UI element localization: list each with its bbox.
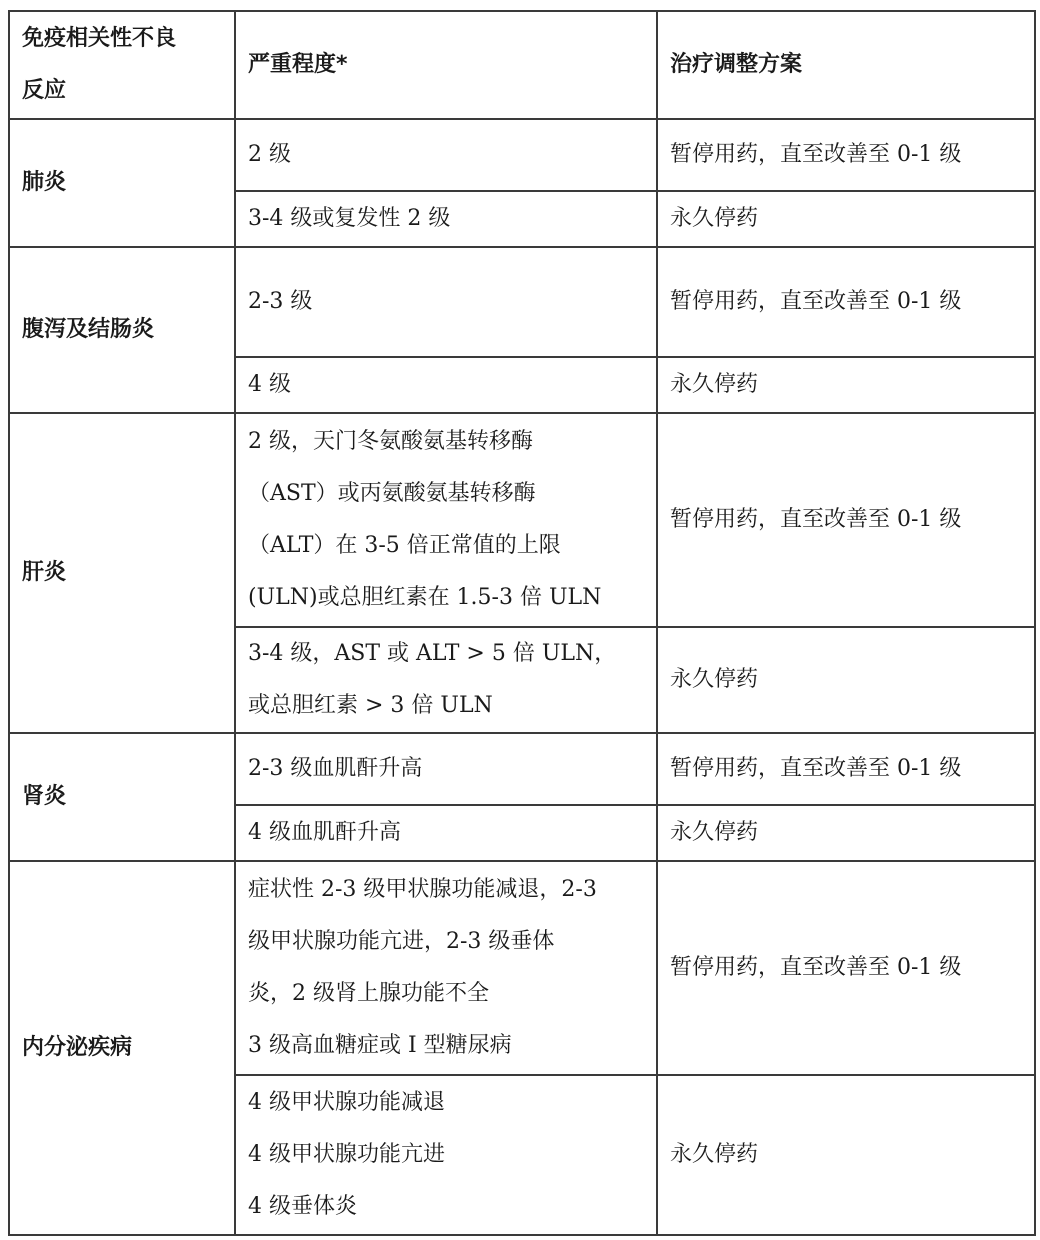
severity-line: (ULN)或总胆红素在 1.5-3 倍 ULN xyxy=(248,585,602,610)
adjustment-cell: 暂停用药，直至改善至 0-1 级 xyxy=(657,413,1035,627)
adjustment-cell: 永久停药 xyxy=(657,357,1035,413)
severity-cell xyxy=(235,413,657,627)
table-row xyxy=(9,247,1035,357)
severity-line: 级甲状腺功能亢进，2-3 级垂体 xyxy=(248,929,555,954)
severity-line: 4 级甲状腺功能减退 xyxy=(248,1090,445,1115)
severity-line: 3-4 级或复发性 2 级 xyxy=(248,206,451,231)
reaction-cell: 肺炎 xyxy=(9,119,235,247)
header-row xyxy=(9,11,1035,119)
adverse-reaction-table xyxy=(8,10,1036,1236)
adjustment-cell: 永久停药 xyxy=(657,1075,1035,1235)
severity-line: 4 级血肌酐升高 xyxy=(248,820,401,845)
severity-cell xyxy=(235,627,657,733)
severity-line: 2 级，天门冬氨酸氨基转移酶 xyxy=(248,429,533,454)
severity-cell xyxy=(235,119,657,191)
severity-cell xyxy=(235,805,657,861)
severity-cell xyxy=(235,733,657,805)
adjustment-cell: 暂停用药，直至改善至 0-1 级 xyxy=(657,733,1035,805)
table-row xyxy=(9,861,1035,1075)
severity-line: 2-3 级血肌酐升高 xyxy=(248,756,423,781)
severity-line: 或总胆红素 > 3 倍 ULN xyxy=(248,693,493,718)
severity-line: 炎，2 级肾上腺功能不全 xyxy=(248,981,489,1006)
table-row xyxy=(9,119,1035,191)
severity-cell xyxy=(235,191,657,247)
header-adjustment: 治疗调整方案 xyxy=(657,11,1035,119)
reaction-cell: 内分泌疾病 xyxy=(9,861,235,1235)
table-row xyxy=(9,733,1035,805)
severity-line: 4 级 xyxy=(248,372,291,397)
severity-line: 4 级甲状腺功能亢进 xyxy=(248,1142,445,1167)
severity-cell xyxy=(235,357,657,413)
adjustment-cell: 永久停药 xyxy=(657,805,1035,861)
severity-line: 2 级 xyxy=(248,142,291,167)
header-reaction-line2: 反应 xyxy=(22,78,67,103)
severity-cell xyxy=(235,1075,657,1235)
severity-line: 4 级垂体炎 xyxy=(248,1194,357,1219)
severity-line: （AST）或丙氨酸氨基转移酶 xyxy=(248,481,536,506)
severity-line: 症状性 2-3 级甲状腺功能减退，2-3 xyxy=(248,877,597,902)
adjustment-cell: 暂停用药，直至改善至 0-1 级 xyxy=(657,247,1035,357)
severity-line: 2-3 级 xyxy=(248,289,313,314)
severity-cell xyxy=(235,861,657,1075)
reaction-cell: 腹泻及结肠炎 xyxy=(9,247,235,413)
header-reaction-line1: 免疫相关性不良 xyxy=(22,26,177,51)
adjustment-cell: 暂停用药，直至改善至 0-1 级 xyxy=(657,861,1035,1075)
severity-line: 3-4 级，AST 或 ALT > 5 倍 ULN， xyxy=(248,641,617,666)
severity-line: （ALT）在 3-5 倍正常值的上限 xyxy=(248,533,561,558)
header-reaction xyxy=(9,11,235,119)
header-severity: 严重程度* xyxy=(235,11,657,119)
adjustment-cell: 暂停用药，直至改善至 0-1 级 xyxy=(657,119,1035,191)
adjustment-cell: 永久停药 xyxy=(657,191,1035,247)
adjustment-cell: 永久停药 xyxy=(657,627,1035,733)
table-row xyxy=(9,413,1035,627)
reaction-cell: 肝炎 xyxy=(9,413,235,733)
reaction-cell: 肾炎 xyxy=(9,733,235,861)
severity-line: 3 级高血糖症或 I 型糖尿病 xyxy=(248,1033,512,1058)
severity-cell xyxy=(235,247,657,357)
